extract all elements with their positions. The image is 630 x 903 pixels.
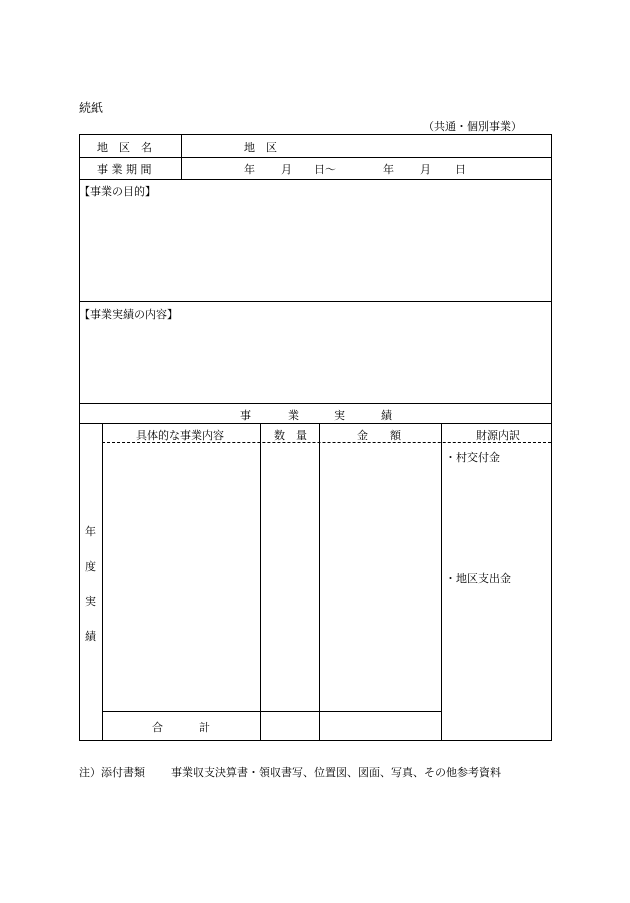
total-amount-field[interactable] bbox=[320, 712, 440, 739]
amount-field[interactable] bbox=[320, 444, 440, 710]
period-start-day: 日〜 bbox=[314, 163, 336, 176]
total-label-char: 計 bbox=[199, 721, 210, 734]
period-end-year: 年 bbox=[383, 163, 394, 176]
content-field[interactable] bbox=[103, 444, 259, 710]
side-label-char: 年 bbox=[85, 525, 96, 538]
achievement-label: 【事業実績の内容】 bbox=[79, 308, 178, 321]
side-label-char: 績 bbox=[85, 630, 96, 643]
column-header-quantity: 数 量 bbox=[274, 429, 307, 442]
funding-item-village-grant: ・村交付金 bbox=[445, 451, 500, 464]
document-category: （共通・個別事業） bbox=[423, 120, 522, 133]
column-header-content: 具体的な事業内容 bbox=[136, 429, 224, 442]
period-label: 事 業 期 間 bbox=[97, 163, 152, 176]
column-header-funding: 財源内訳 bbox=[476, 429, 520, 442]
quantity-field[interactable] bbox=[261, 444, 318, 710]
column-header-amount: 金 額 bbox=[357, 429, 401, 442]
attachment-note-text: 事業収支決算書・領収書写、位置図、図面、写真、その他参考資料 bbox=[171, 766, 501, 779]
total-quantity-field[interactable] bbox=[261, 712, 318, 739]
results-heading-char: 業 bbox=[288, 409, 299, 422]
document-title: 続紙 bbox=[79, 101, 104, 115]
funding-item-district-expenditure: ・地区支出金 bbox=[445, 572, 511, 585]
district-label: 地 区 名 bbox=[97, 141, 152, 154]
results-heading-char: 績 bbox=[381, 409, 392, 422]
period-start-month: 月 bbox=[281, 163, 292, 176]
period-start-year: 年 bbox=[244, 163, 255, 176]
purpose-field[interactable] bbox=[80, 198, 551, 300]
period-end-day: 日 bbox=[455, 163, 466, 176]
district-value: 地 区 bbox=[244, 141, 277, 154]
purpose-label: 【事業の目的】 bbox=[79, 185, 156, 198]
side-label-char: 度 bbox=[85, 560, 96, 573]
attachment-note-label: 注）添付書類 bbox=[79, 766, 145, 779]
total-label-char: 合 bbox=[152, 721, 163, 734]
period-end-month: 月 bbox=[420, 163, 431, 176]
achievement-field[interactable] bbox=[80, 322, 551, 402]
results-heading-char: 事 bbox=[240, 409, 251, 422]
side-label-char: 実 bbox=[85, 595, 96, 608]
results-heading-char: 実 bbox=[334, 409, 345, 422]
